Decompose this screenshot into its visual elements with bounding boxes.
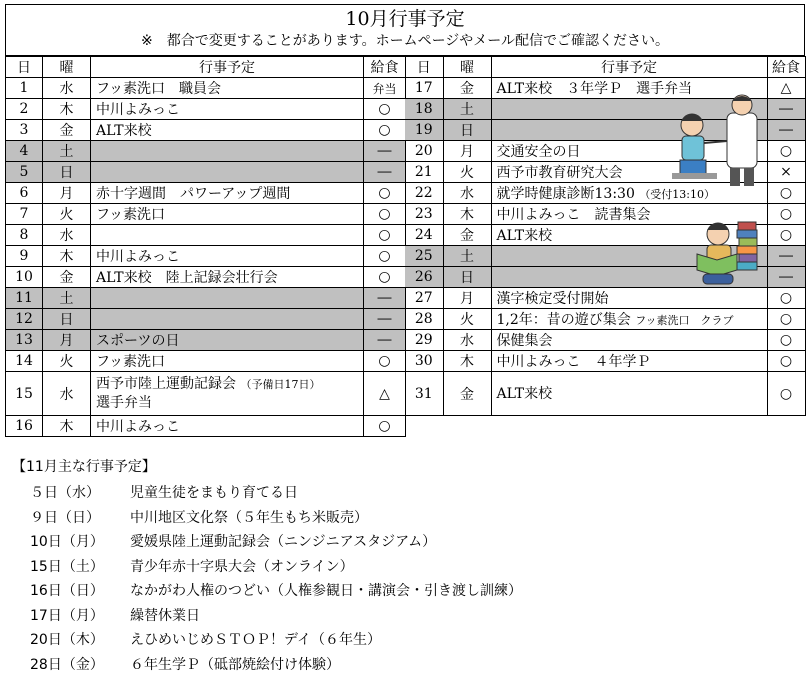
table-header-row [6, 57, 406, 78]
event-text: フッ素洗口 職員会 [96, 81, 222, 97]
event-text: 漢字検定受付開始 [496, 291, 609, 307]
weekday-cell: 木 [43, 99, 91, 120]
event-text: 交通安全の日 [496, 144, 581, 160]
list-item [12, 628, 522, 653]
weekday-cell: 火 [443, 162, 491, 183]
table-row [6, 246, 406, 267]
col-header-event: 行事予定 [491, 57, 767, 78]
day-cell: 11 [6, 288, 43, 309]
event-text: 中川よみっこ [96, 419, 180, 435]
day-cell: 20 [405, 141, 443, 162]
table-row [6, 120, 406, 141]
event-cell [491, 330, 767, 351]
weekday-cell: 金 [443, 78, 491, 99]
meal-cell: ○ [364, 225, 406, 246]
day-cell: 28 [405, 309, 443, 330]
weekday-cell: 水 [43, 78, 91, 99]
table-row [6, 204, 406, 225]
weekday-cell: 木 [443, 204, 491, 225]
november-title: 【11月主な行事予定】 [12, 459, 156, 475]
event-cell [91, 78, 364, 99]
list-item-text: ６年生学Ｐ（砥部焼絵付け体験） [130, 656, 340, 673]
weekday-cell: 金 [443, 225, 491, 246]
meal-cell: ○ [364, 416, 406, 437]
day-cell: 9 [6, 246, 43, 267]
page-title: 10月行事予定 [345, 8, 465, 30]
meal-cell: ― [767, 246, 805, 267]
day-cell: 25 [405, 246, 443, 267]
table-row [6, 183, 406, 204]
event-text: フッ素洗口 [96, 354, 166, 370]
day-cell: 16 [6, 416, 43, 437]
event-cell [91, 372, 364, 416]
table-row [6, 351, 406, 372]
list-item [12, 653, 522, 678]
event-text: ALT来校 [496, 385, 553, 402]
weekday-cell: 日 [443, 267, 491, 288]
weekday-cell: 火 [43, 351, 91, 372]
child-reading-illustration [693, 212, 758, 292]
day-cell: 7 [6, 204, 43, 225]
weekday-cell: 月 [43, 330, 91, 351]
event-text: 中川よみっこ 読書集会 [496, 207, 651, 223]
weekday-cell: 日 [443, 120, 491, 141]
weekday-cell: 水 [43, 225, 91, 246]
list-item-date: 10日（月） [30, 534, 104, 550]
col-header-day: 日 [405, 57, 443, 78]
day-cell: 29 [405, 330, 443, 351]
event-text: 中川よみっこ [96, 249, 180, 265]
day-cell: 22 [405, 183, 443, 204]
day-cell: 21 [405, 162, 443, 183]
table-row [6, 372, 406, 416]
event-cell [491, 372, 767, 416]
col-header-meal: 給食 [364, 57, 406, 78]
weekday-cell: 月 [43, 183, 91, 204]
meal-cell: ○ [767, 288, 805, 309]
event-cell [91, 141, 364, 162]
list-item-text: なかがわ人権のつどい（人権参観日・講演会・引き渡し訓練） [130, 583, 522, 599]
table-row [6, 330, 406, 351]
table-row [6, 162, 406, 183]
table-row [6, 288, 406, 309]
day-cell: 27 [405, 288, 443, 309]
day-cell: 17 [405, 78, 443, 99]
event-text: フッ素洗口 [96, 207, 166, 223]
meal-cell: ○ [364, 183, 406, 204]
col-header-meal: 給食 [767, 57, 805, 78]
list-item [12, 530, 522, 555]
day-cell: 13 [6, 330, 43, 351]
event-cell [91, 225, 364, 246]
meal-cell: ○ [767, 204, 805, 225]
table-header-row [405, 57, 805, 78]
meal-cell: ○ [767, 351, 805, 372]
list-item-date: 28日（金） [30, 656, 104, 673]
meal-cell: ― [364, 288, 406, 309]
day-cell: 26 [405, 267, 443, 288]
meal-cell: ○ [767, 372, 805, 416]
list-item-text: 中川地区文化祭（５年生もち米販売） [130, 509, 368, 526]
meal-cell: ― [364, 330, 406, 351]
event-text: 中川よみっこ [96, 102, 180, 118]
meal-cell: ○ [767, 330, 805, 351]
weekday-cell: 火 [443, 309, 491, 330]
meal-cell: ○ [767, 183, 805, 204]
list-item-text: 児童生徒をまもり育てる日 [130, 485, 298, 501]
col-header-event: 行事予定 [91, 57, 364, 78]
meal-cell: ― [767, 267, 805, 288]
event-note: フッ素洗口 クラブ [635, 314, 734, 327]
table-row [6, 99, 406, 120]
meal-cell: ○ [364, 246, 406, 267]
list-item-date: ５日（水） [30, 485, 100, 501]
day-cell: 8 [6, 225, 43, 246]
event-cell [491, 351, 767, 372]
list-item-date: 17日（月） [30, 607, 104, 624]
event-cell [91, 309, 364, 330]
event-cell [91, 204, 364, 225]
list-item [12, 506, 522, 531]
day-cell: 4 [6, 141, 43, 162]
weekday-cell: 火 [43, 204, 91, 225]
weekday-cell: 金 [43, 267, 91, 288]
day-cell: 3 [6, 120, 43, 141]
day-cell: 30 [405, 351, 443, 372]
event-cell [91, 416, 364, 437]
meal-cell: △ [364, 372, 406, 416]
event-cell [91, 351, 364, 372]
weekday-cell: 金 [443, 372, 491, 416]
day-cell: 24 [405, 225, 443, 246]
table-row [405, 372, 805, 416]
weekday-cell: 土 [443, 99, 491, 120]
meal-cell: ― [767, 120, 805, 141]
list-item [12, 579, 522, 604]
table-row [6, 141, 406, 162]
event-cell [91, 99, 364, 120]
weekday-cell: 月 [443, 141, 491, 162]
event-cell [91, 288, 364, 309]
meal-cell: ○ [767, 309, 805, 330]
event-text: ALT来校 [96, 123, 152, 139]
day-cell: 19 [405, 120, 443, 141]
calendar-table-left [5, 56, 406, 437]
notice-text: ※ 都合で変更することがあります。ホームページやメール配信でご確認ください。 [140, 33, 670, 49]
list-item-text: 愛媛県陸上運動記録会（ニンジニアスタジアム） [130, 534, 437, 550]
event-cell [491, 309, 767, 330]
event-text: 就学時健康診断13:30 [496, 186, 635, 202]
day-cell: 15 [6, 372, 43, 416]
event-note: （受付13:10） [639, 188, 716, 201]
list-item-date: 15日（土） [30, 558, 104, 575]
table-row [405, 330, 805, 351]
weekday-cell: 水 [443, 183, 491, 204]
meal-cell: ― [364, 141, 406, 162]
day-cell: 6 [6, 183, 43, 204]
day-cell: 14 [6, 351, 43, 372]
table-row [6, 416, 406, 437]
event-text: ALT来校 [496, 228, 553, 244]
list-item [12, 555, 522, 580]
day-cell: 31 [405, 372, 443, 416]
col-header-weekday: 曜 [443, 57, 491, 78]
event-text: 中川よみっこ ４年学Ｐ [496, 354, 651, 370]
event-text: 西予市陸上運動記録会 [96, 376, 236, 392]
day-cell: 5 [6, 162, 43, 183]
weekday-cell: 土 [443, 246, 491, 267]
event-cell [91, 246, 364, 267]
table-row [405, 309, 805, 330]
meal-cell: 弁当 [364, 78, 406, 99]
event-text: 保健集会 [496, 333, 553, 349]
list-item-text: 青少年赤十字県大会（オンライン） [130, 558, 354, 575]
weekday-cell: 水 [43, 372, 91, 416]
weekday-cell: 水 [443, 330, 491, 351]
list-item [12, 604, 522, 629]
weekday-cell: 月 [443, 288, 491, 309]
event-text: 西予市教育研究大会 [496, 165, 623, 181]
event-cell [91, 162, 364, 183]
meal-cell: ○ [364, 120, 406, 141]
day-cell: 1 [6, 78, 43, 99]
doctor-checkup-illustration [672, 93, 772, 188]
meal-cell: ○ [767, 225, 805, 246]
event-text: スポーツの日 [96, 333, 180, 349]
meal-cell: × [767, 162, 805, 183]
weekday-cell: 金 [43, 120, 91, 141]
weekday-cell: 木 [43, 246, 91, 267]
meal-cell: ○ [767, 141, 805, 162]
event-cell [91, 183, 364, 204]
weekday-cell: 日 [43, 309, 91, 330]
weekday-cell: 土 [43, 141, 91, 162]
day-cell: 23 [405, 204, 443, 225]
meal-cell: ○ [364, 204, 406, 225]
meal-cell: ― [364, 162, 406, 183]
list-item-date: ９日（日） [30, 509, 100, 526]
event-text: 赤十字週間 パワーアップ週間 [96, 186, 291, 202]
event-cell [91, 330, 364, 351]
event-cell [91, 267, 364, 288]
event-text: ALT来校 陸上記録会壮行会 [96, 270, 278, 286]
weekday-cell: 日 [43, 162, 91, 183]
table-row [6, 267, 406, 288]
weekday-cell: 木 [443, 351, 491, 372]
event-note: （予備日17日） [240, 378, 321, 391]
event-text: ALT来校 ３年学Ｐ 選手弁当 [496, 81, 693, 97]
list-item-date: 16日（日） [30, 583, 104, 599]
weekday-cell: 土 [43, 288, 91, 309]
day-cell: 12 [6, 309, 43, 330]
event-text-line2: 選手弁当 [96, 395, 152, 411]
day-cell: 18 [405, 99, 443, 120]
meal-cell: ― [364, 309, 406, 330]
list-item-text: えひめいじめＳＴＯＰ！デイ（６年生） [130, 632, 382, 648]
table-row [6, 309, 406, 330]
meal-cell: ○ [364, 267, 406, 288]
table-row [405, 351, 805, 372]
weekday-cell: 木 [43, 416, 91, 437]
meal-cell: ○ [364, 99, 406, 120]
table-row [6, 78, 406, 99]
november-list [12, 481, 522, 677]
col-header-day: 日 [6, 57, 43, 78]
schedule-header [5, 4, 805, 56]
col-header-weekday: 曜 [43, 57, 91, 78]
event-text: 1,2年：昔の遊び集会 [496, 312, 631, 328]
meal-cell: ― [767, 99, 805, 120]
day-cell: 2 [6, 99, 43, 120]
november-schedule [12, 457, 522, 677]
list-item [12, 481, 522, 506]
event-cell [91, 120, 364, 141]
meal-cell: △ [767, 78, 805, 99]
meal-cell: ○ [364, 351, 406, 372]
day-cell: 10 [6, 267, 43, 288]
list-item-date: 20日（木） [30, 632, 104, 648]
list-item-text: 繰替休業日 [130, 607, 200, 624]
table-row [6, 225, 406, 246]
